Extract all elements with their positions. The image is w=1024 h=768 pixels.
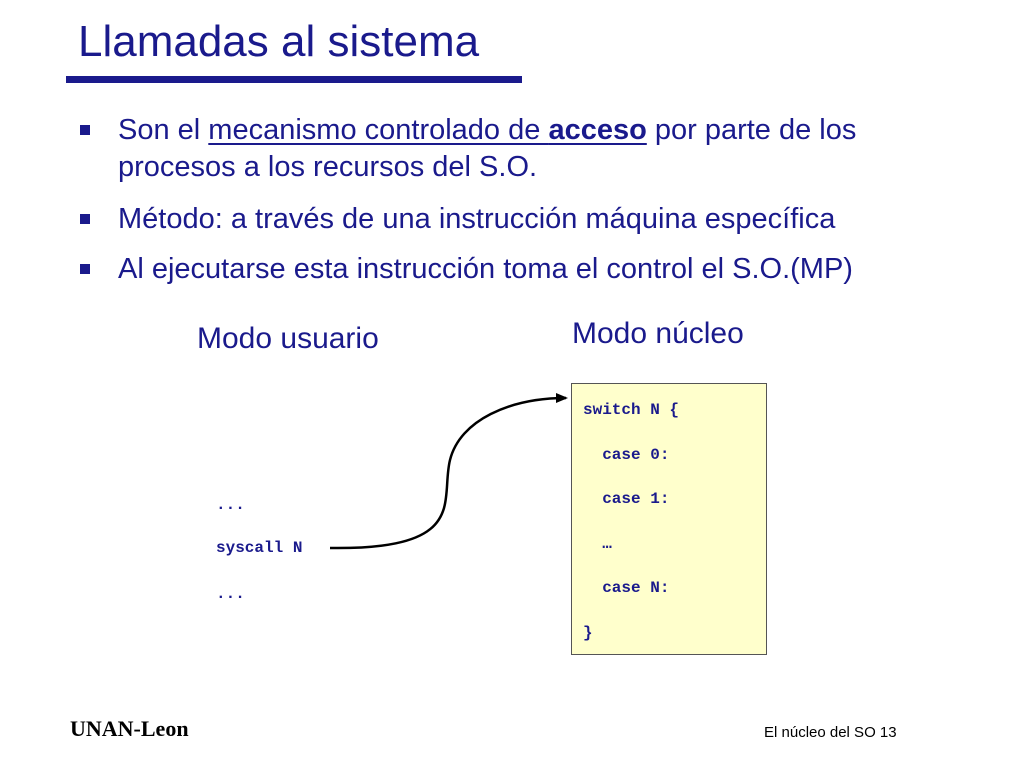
kernel-code-line: case N: <box>583 579 670 597</box>
bullet-1-underlined-text: mecanismo controlado de <box>208 114 549 146</box>
user-mode-label: Modo usuario <box>197 322 379 355</box>
bullet-1-text-start: Son el <box>118 114 209 146</box>
footer-institution: UNAN-Leon <box>70 716 189 741</box>
kernel-mode-label: Modo núcleo <box>572 317 744 350</box>
footer-slide-info: El núcleo del SO 13 <box>764 724 897 741</box>
bullet-3-text: Al ejecutarse esta instrucción toma el control el S.O.(MP) <box>118 253 853 285</box>
kernel-code-line: case 1: <box>583 490 670 508</box>
bullet-1-line-2: procesos a los recursos del S.O. <box>118 151 538 183</box>
bullet-1-text-end: por parte de los <box>646 114 857 146</box>
slide-title: Llamadas al sistema <box>78 17 480 66</box>
bullet-1-bold-word: acceso <box>548 114 647 146</box>
kernel-code-line: case 0: <box>583 446 670 464</box>
kernel-code-line: switch N { <box>583 401 680 419</box>
bullet-2-text: Método: a través de una instrucción máquina específica <box>118 203 836 235</box>
kernel-code-line: … <box>583 535 612 553</box>
user-code-line: ... <box>216 496 245 514</box>
syscall-arrow-curve <box>330 398 566 548</box>
kernel-code-line: } <box>583 624 593 642</box>
user-code-line: syscall N <box>216 539 303 557</box>
user-code-line: ... <box>216 585 245 603</box>
